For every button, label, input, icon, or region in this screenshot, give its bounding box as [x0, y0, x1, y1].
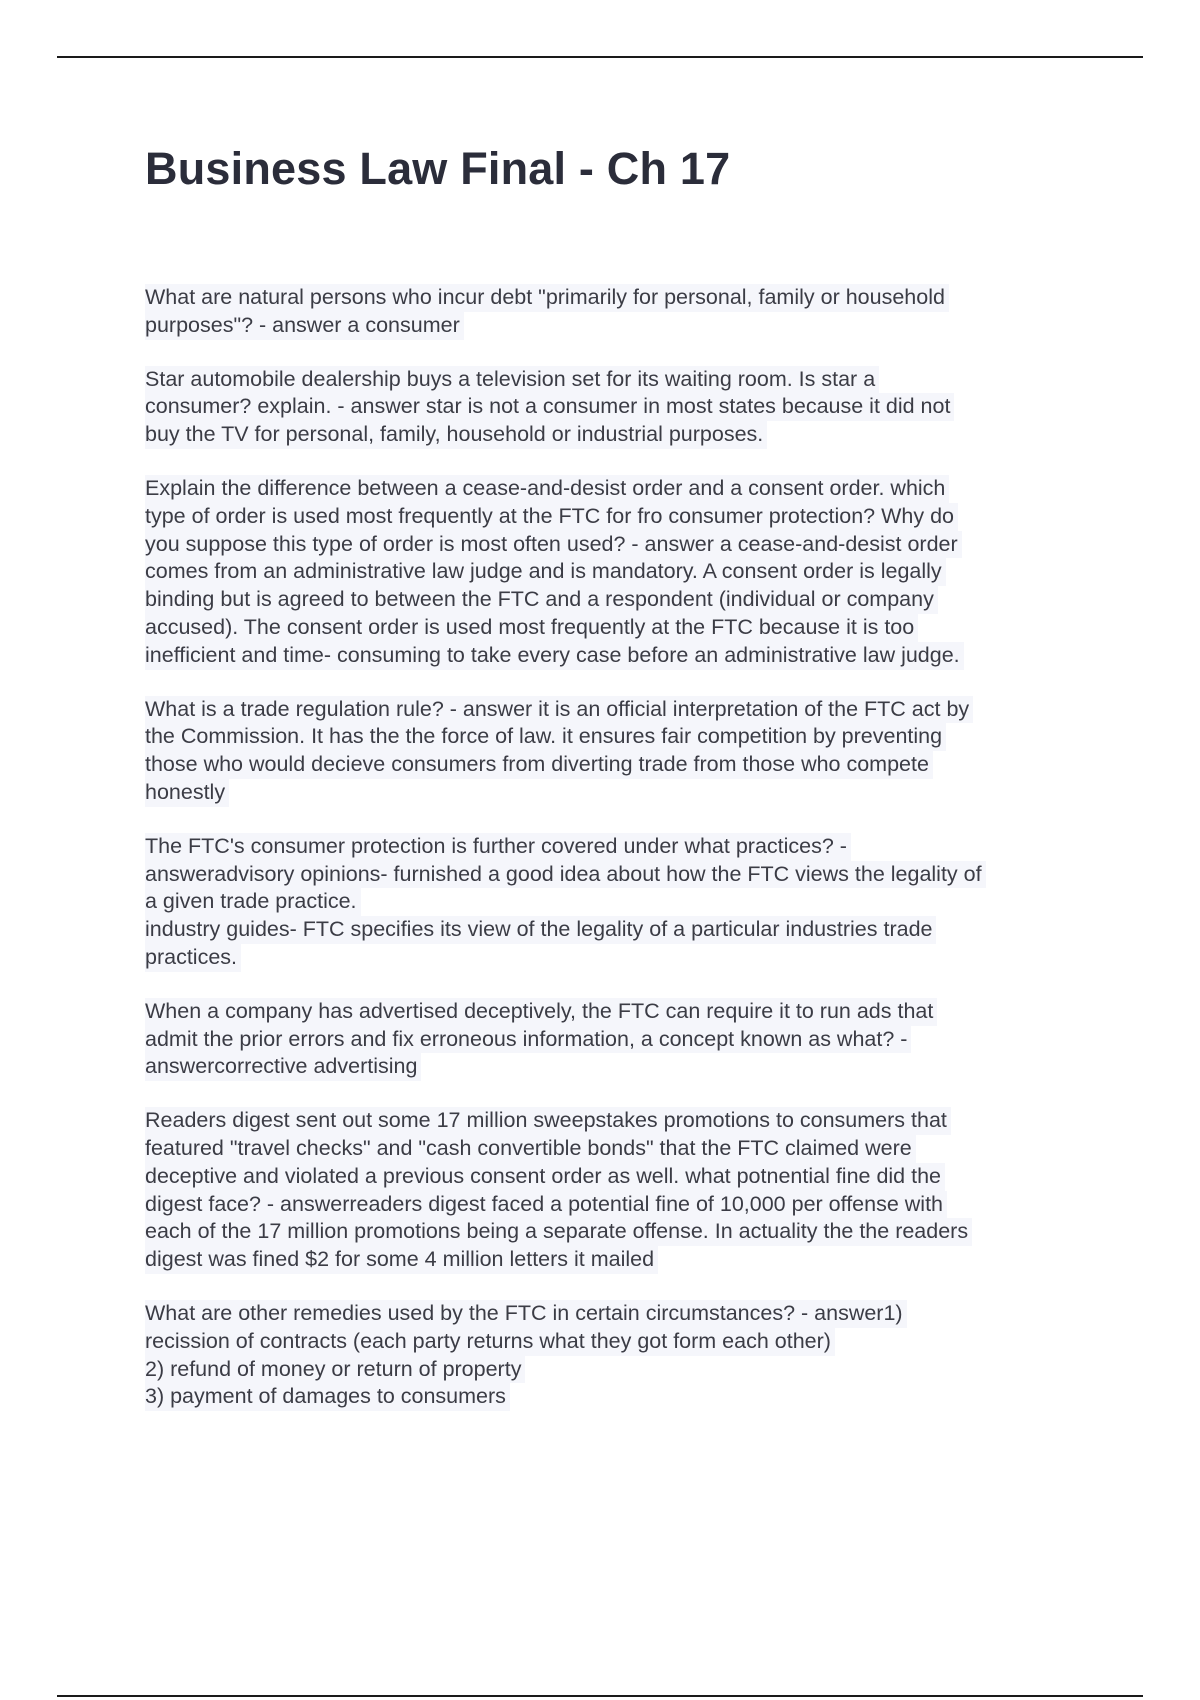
flashcard-line: you suppose this type of order is most often used? - answer a cease-and-desist order — [145, 531, 962, 559]
flashcard-line: recission of contracts (each party returns what they got form each other) — [145, 1328, 835, 1356]
flashcard-line: admit the prior errors and fix erroneous information, a concept known as what? - — [145, 1026, 911, 1054]
flashcard-line: practices. — [145, 944, 241, 972]
flashcard-list — [145, 284, 1095, 1437]
flashcard-line: honestly — [145, 779, 229, 807]
flashcard-line: industry guides- FTC specifies its view of the legality of a particular industries trade — [145, 916, 936, 944]
flashcard-line: The FTC's consumer protection is further covered under what practices? - — [145, 833, 851, 861]
flashcard-line: featured "travel checks" and "cash convertible bonds" that the FTC claimed were — [145, 1135, 916, 1163]
bottom-divider — [57, 1695, 1143, 1697]
flashcard-7 — [145, 1107, 1095, 1274]
flashcard-line: binding but is agreed to between the FTC and a respondent (individual or company — [145, 586, 938, 614]
flashcard-line: consumer? explain. - answer star is not a consumer in most states because it did not — [145, 393, 954, 421]
flashcard-4 — [145, 696, 1095, 807]
flashcard-line: inefficient and time- consuming to take every case before an administrative law judge. — [145, 642, 964, 670]
flashcard-line: digest was fined $2 for some 4 million letters it mailed — [145, 1246, 658, 1274]
flashcard-line: type of order is used most frequently at the FTC for fro consumer protection? Why do — [145, 503, 958, 531]
flashcard-line: Explain the difference between a cease-and-desist order and a consent order. which — [145, 475, 949, 503]
flashcard-line: each of the 17 million promotions being a separate offense. In actuality the the readers — [145, 1218, 972, 1246]
flashcard-6 — [145, 998, 1095, 1081]
flashcard-8 — [145, 1300, 1095, 1411]
flashcard-line: 2) refund of money or return of property — [145, 1356, 525, 1384]
flashcard-line: the Commission. It has the the force of law. it ensures fair competition by preventing — [145, 723, 946, 751]
flashcard-line: buy the TV for personal, family, household or industrial purposes. — [145, 421, 767, 449]
flashcard-line: digest face? - answerreaders digest faced a potential fine of 10,000 per offense with — [145, 1191, 947, 1219]
flashcard-line: answercorrective advertising — [145, 1053, 421, 1081]
top-divider — [57, 56, 1143, 58]
flashcard-5 — [145, 833, 1095, 972]
document-title: Business Law Final - Ch 17 — [145, 143, 731, 194]
flashcard-line: purposes"? - answer a consumer — [145, 312, 464, 340]
flashcard-line: What is a trade regulation rule? - answer it is an official interpretation of the FTC act by — [145, 696, 973, 724]
flashcard-line: a given trade practice. — [145, 888, 361, 916]
flashcard-line: What are natural persons who incur debt "primarily for personal, family or household — [145, 284, 949, 312]
flashcard-line: What are other remedies used by the FTC in certain circumstances? - answer1) — [145, 1300, 907, 1328]
flashcard-line: answeradvisory opinions- furnished a good idea about how the FTC views the legality of — [145, 861, 986, 889]
flashcard-3 — [145, 475, 1095, 670]
flashcard-line: When a company has advertised deceptively, the FTC can require it to run ads that — [145, 998, 937, 1026]
flashcard-2 — [145, 366, 1095, 449]
flashcard-line: those who would decieve consumers from diverting trade from those who compete — [145, 751, 933, 779]
flashcard-line: Readers digest sent out some 17 million sweepstakes promotions to consumers that — [145, 1107, 951, 1135]
flashcard-line: 3) payment of damages to consumers — [145, 1383, 510, 1411]
flashcard-line: Star automobile dealership buys a television set for its waiting room. Is star a — [145, 366, 879, 394]
flashcard-1 — [145, 284, 1095, 340]
flashcard-line: comes from an administrative law judge and is mandatory. A consent order is legally — [145, 558, 946, 586]
flashcard-line: accused). The consent order is used most frequently at the FTC because it is too — [145, 614, 918, 642]
flashcard-line: deceptive and violated a previous consent order as well. what potnential fine did the — [145, 1163, 945, 1191]
